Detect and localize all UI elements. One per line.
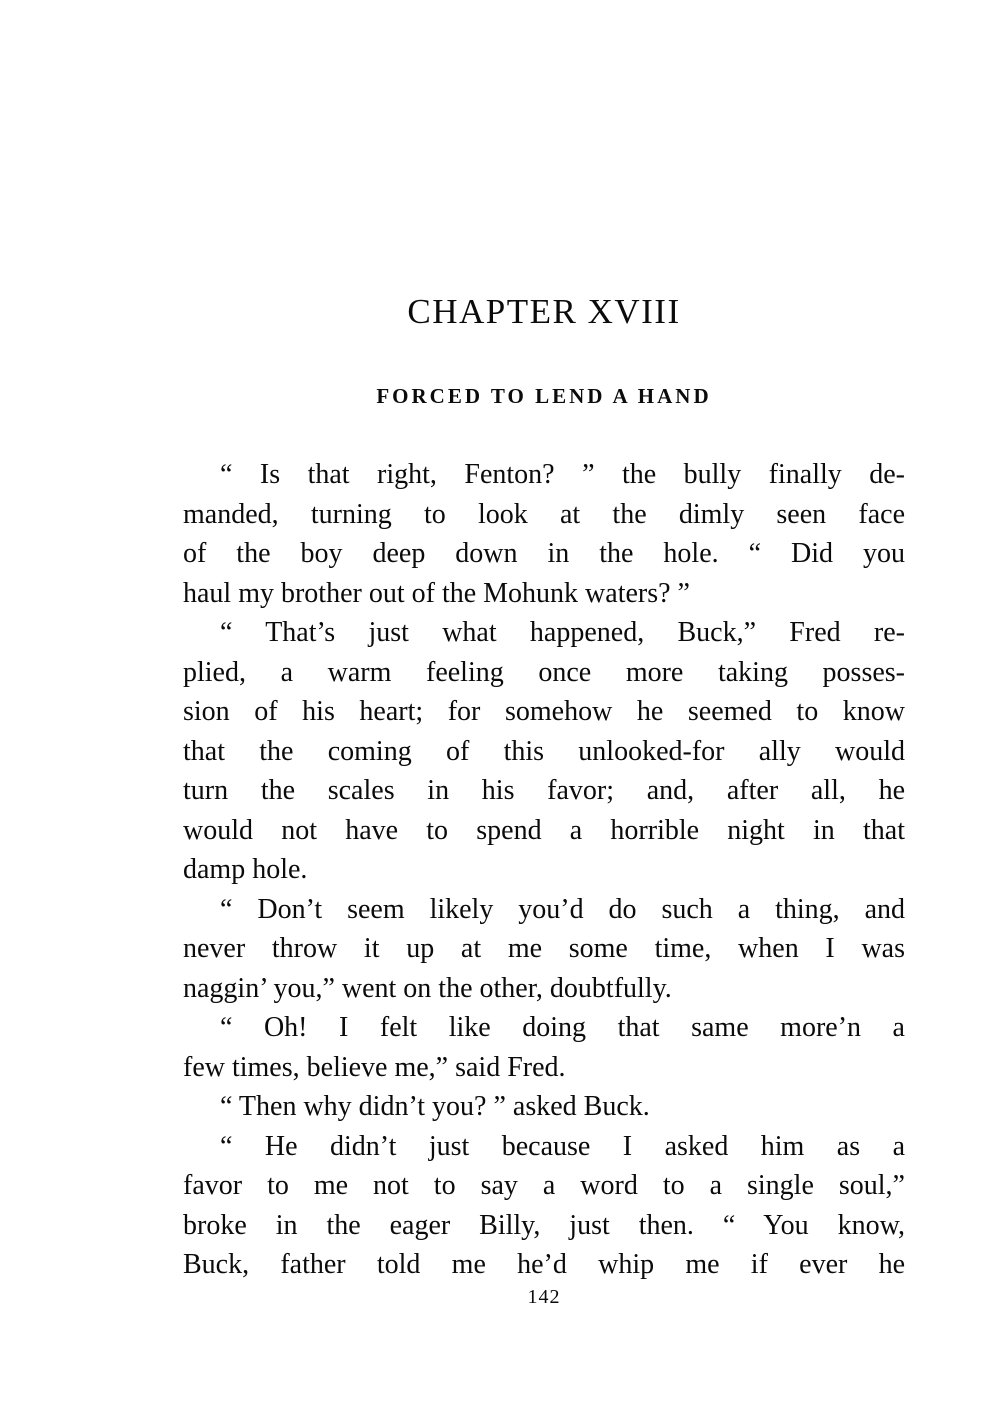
text-line: broke in the eager Billy, just then. “ You know,	[183, 1209, 905, 1241]
text-line: “ Then why didn’t you? ” asked Buck.	[220, 1091, 650, 1122]
text-line: never throw it up at me some time, when I was	[183, 933, 905, 964]
chapter-heading: CHAPTER XVIII	[407, 292, 681, 331]
text-line: haul my brother out of the Mohunk waters? ”	[183, 577, 690, 609]
text-line: few times, believe me,” said Fred.	[183, 1051, 566, 1083]
text-line: “ Don’t seem likely you’d do such a thing, and	[220, 893, 905, 925]
text-line: favor to me not to say a word to a single soul,”	[183, 1170, 905, 1201]
text-line: “ He didn’t just because I asked him as a	[220, 1130, 905, 1162]
text-line: would not have to spend a horrible night in that	[183, 814, 905, 846]
body-text	[183, 455, 905, 1285]
text-line: of the boy deep down in the hole. “ Did you	[183, 538, 905, 569]
text-line: plied, a warm feeling once more taking posses-	[183, 656, 905, 688]
text-line: that the coming of this unlooked-for ally would	[183, 735, 905, 767]
chapter-subtitle: FORCED TO LEND A HAND	[376, 384, 712, 408]
text-line: naggin’ you,” went on the other, doubtfully.	[183, 972, 672, 1004]
text-line: “ That’s just what happened, Buck,” Fred re-	[220, 617, 905, 648]
page-number: 142	[527, 1286, 561, 1308]
text-line: damp hole.	[183, 854, 308, 885]
text-line: turn the scales in his favor; and, after all, he	[183, 775, 905, 806]
text-line: “ Oh! I felt like doing that same more’n a	[220, 1012, 905, 1043]
text-line: sion of his heart; for somehow he seemed to know	[183, 696, 905, 727]
text-line: “ Is that right, Fenton? ” the bully finally de-	[220, 459, 905, 490]
text-block	[183, 0, 905, 1422]
text-line: Buck, father told me he’d whip me if ever he	[183, 1249, 905, 1280]
text-line: manded, turning to look at the dimly seen face	[183, 498, 905, 530]
